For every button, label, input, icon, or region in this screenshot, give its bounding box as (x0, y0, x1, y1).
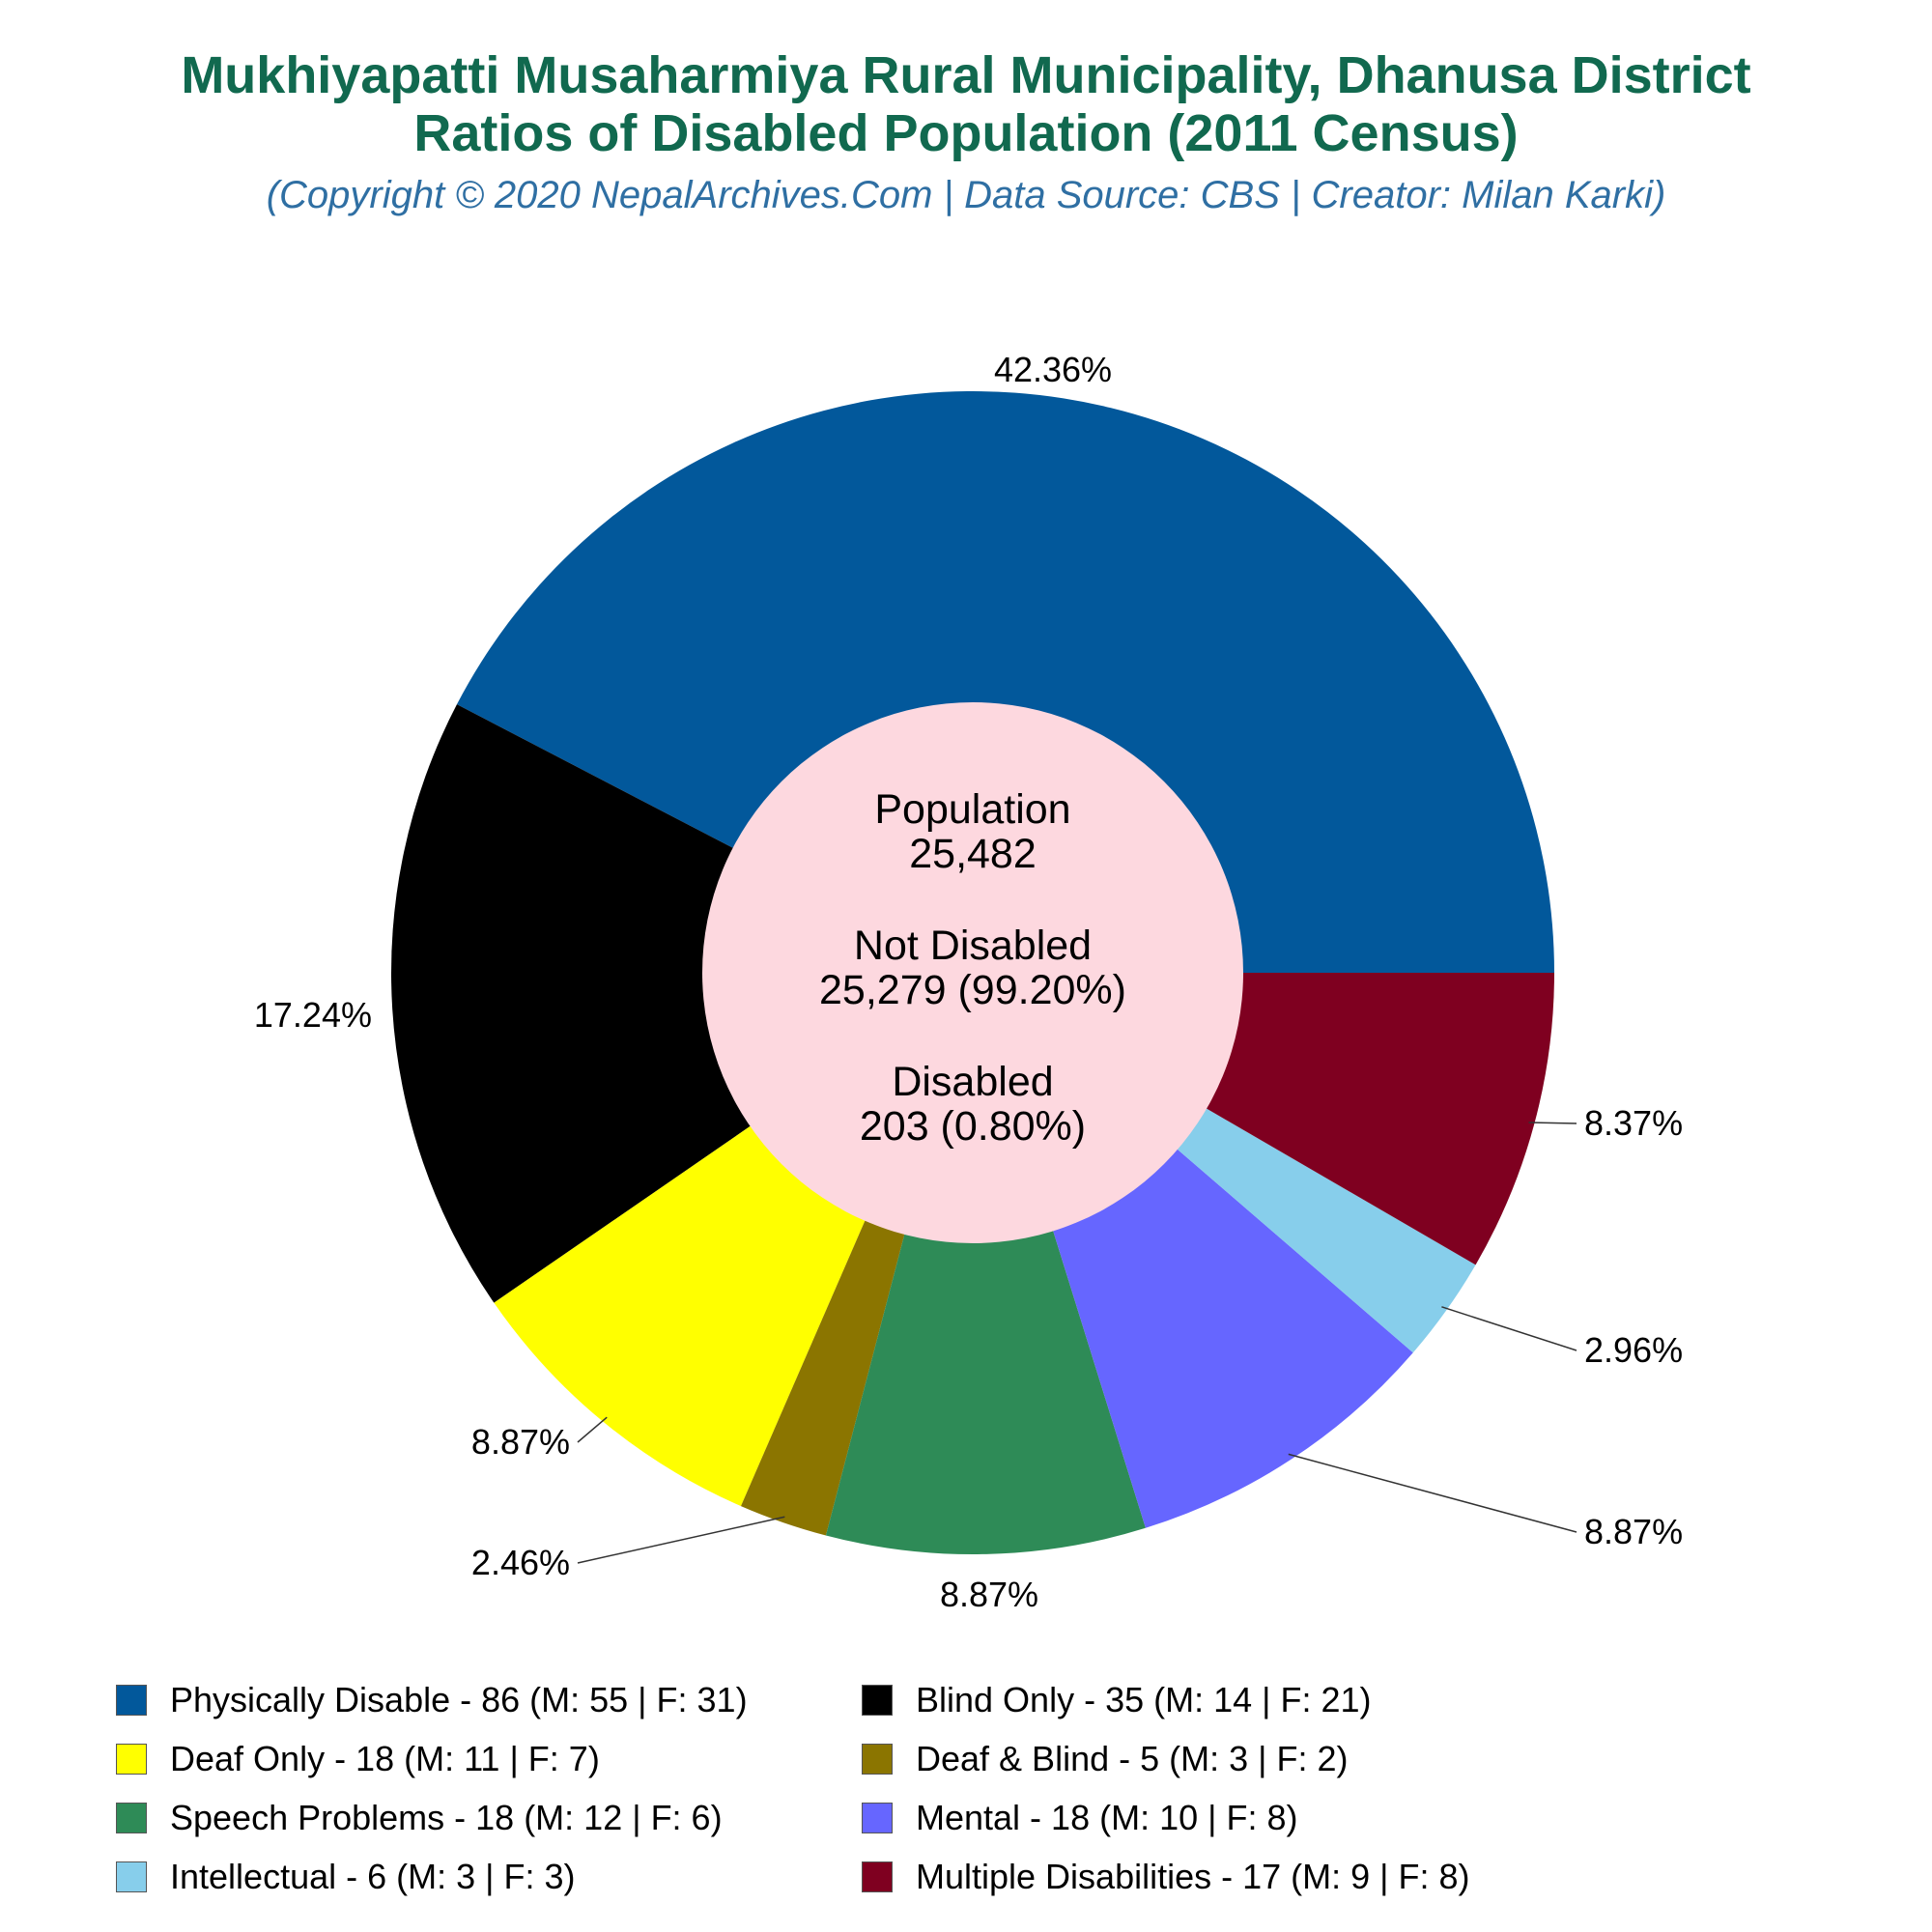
legend-item (862, 1794, 1297, 1842)
legend-swatch (116, 1744, 147, 1775)
legend-label: Speech Problems - 18 (M: 12 | F: 6) (170, 1798, 723, 1837)
chart-subtitle: (Copyright © 2020 NepalArchives.Com | Data Source: CBS | Creator: Milan Karki) (266, 174, 1666, 216)
leader-line (578, 1417, 607, 1442)
center-population-label: Population (874, 786, 1071, 833)
leader-line (1289, 1454, 1577, 1532)
percent-label: 8.87% (1584, 1512, 1684, 1551)
percent-label: 17.24% (253, 995, 372, 1035)
legend-swatch (116, 1685, 147, 1716)
legend-item (862, 1735, 1349, 1783)
percent-label: 8.37% (1584, 1103, 1684, 1143)
center-population-value: 25,482 (909, 831, 1037, 877)
legend-item (116, 1794, 723, 1842)
legend-label: Blind Only - 35 (M: 14 | F: 21) (916, 1680, 1372, 1719)
legend-label: Deaf Only - 18 (M: 11 | F: 7) (170, 1739, 600, 1778)
legend-item (862, 1853, 1470, 1901)
legend-label: Intellectual - 6 (M: 3 | F: 3) (170, 1857, 576, 1896)
legend-label: Physically Disable - 86 (M: 55 | F: 31) (170, 1680, 748, 1719)
chart-legend (0, 1676, 1932, 1908)
leader-line (578, 1517, 784, 1563)
legend-label: Mental - 18 (M: 10 | F: 8) (916, 1798, 1298, 1837)
percent-label: 2.96% (1584, 1330, 1684, 1370)
legend-item (862, 1676, 1372, 1724)
leader-line (1528, 1122, 1577, 1123)
legend-item (116, 1676, 748, 1724)
percent-label: 2.46% (470, 1543, 570, 1582)
leader-line (1441, 1307, 1577, 1350)
center-not-disabled-value: 25,279 (99.20%) (819, 967, 1126, 1013)
legend-swatch (862, 1861, 893, 1892)
center-not-disabled-label: Not Disabled (853, 923, 1093, 969)
percent-label: 8.87% (939, 1575, 1039, 1614)
legend-label: Deaf & Blind - 5 (M: 3 | F: 2) (916, 1739, 1349, 1778)
legend-label: Multiple Disabilities - 17 (M: 9 | F: 8) (916, 1857, 1470, 1896)
legend-swatch (862, 1803, 893, 1833)
center-disabled-value: 203 (0.80%) (859, 1103, 1087, 1150)
legend-item (116, 1853, 575, 1901)
legend-swatch (116, 1861, 147, 1892)
chart-title-line1: Mukhiyapatti Musaharmiya Rural Municipality, Dhanusa District (181, 46, 1751, 104)
legend-swatch (116, 1803, 147, 1833)
percent-label: 8.87% (470, 1422, 570, 1462)
chart-title-line2: Ratios of Disabled Population (2011 Census) (413, 104, 1519, 162)
legend-item (116, 1735, 600, 1783)
legend-swatch (862, 1744, 893, 1775)
legend-swatch (862, 1685, 893, 1716)
percent-label: 42.36% (993, 350, 1113, 389)
center-disabled-label: Disabled (892, 1059, 1054, 1105)
